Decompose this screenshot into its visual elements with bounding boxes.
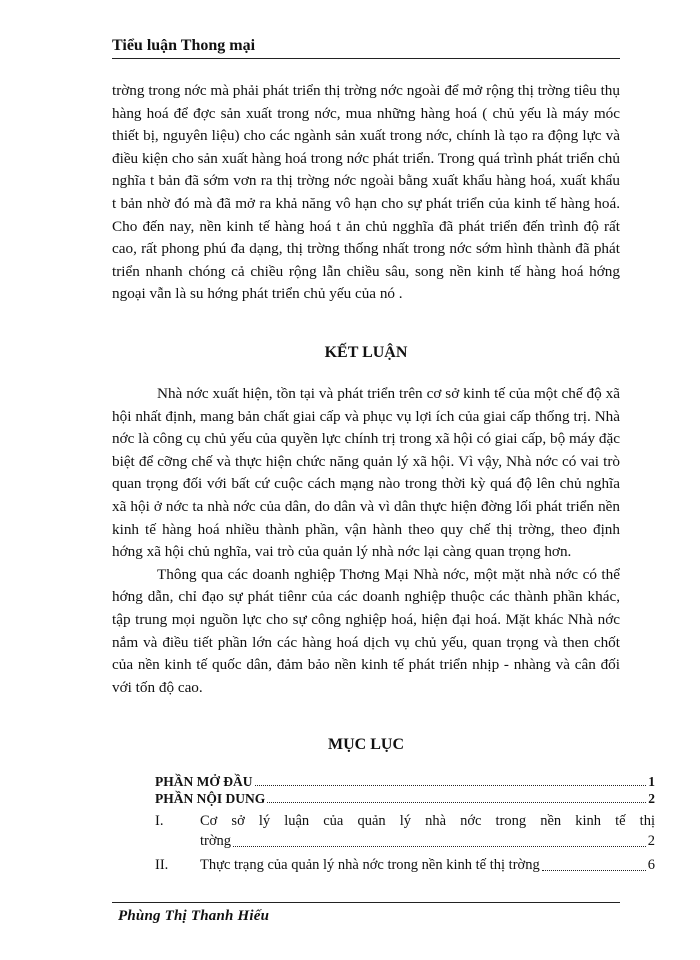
toc-entry-intro[interactable] xyxy=(155,773,655,790)
toc-subentry-number: II. xyxy=(155,857,169,873)
toc-subentry-page: 6 xyxy=(647,857,655,873)
table-of-contents xyxy=(155,773,655,875)
conclusion-section xyxy=(112,383,620,699)
toc-entry-label: PHẦN MỞ ĐẦU xyxy=(155,774,253,789)
intro-section xyxy=(112,80,620,306)
toc-heading: MỤC LỤC xyxy=(328,736,404,753)
intro-paragraph: trờng trong nớc mà phải phát triển thị trờng nớc ngoài để mở rộng thị trờng tiêu thụ hàng hoá để đợc sản xuất trong nớc, mua những hàng hoá ( chủ yếu là máy móc thiết bị, nguyên liệu) cho các ngành sản xuất trong nớc, chính là tạo ra động lực và điều kiện cho sản xuất hàng hoá trong nớc phát triển. Trong quá trình phát triển chủ nghĩa t bản đã sớm vơn ra thị trờng nớc ngoài bằng xuất khẩu hàng hoá, xuất khẩu t bản nhờ đó mà đã mở ra khả năng vô hạn cho sự phát triển của kinh tế hàng hoá. Cho đến nay, nền kinh tế hàng hoá t ản chủ ngghĩa đã phát triển đến trình độ rất cao, rất phong phú đa dạng, thị trờng thống nhất trong nớc sớm hình thành đã phát triển nhanh chóng cả chiều rộng lẫn chiều sâu, song nền kinh tế hàng hoá hớng ngoại vẫn là su hớng phát triển chủ yếu của nó . xyxy=(112,82,620,303)
toc-entry-page: 2 xyxy=(648,791,655,806)
toc-leader-dots xyxy=(255,785,647,786)
conclusion-heading: KẾT LUẬN xyxy=(324,344,408,361)
toc-leader-dots xyxy=(542,870,646,871)
toc-entry-page: 1 xyxy=(648,774,655,789)
toc-leader-dots xyxy=(233,846,646,847)
toc-entry-label: PHẦN NỘI DUNG xyxy=(155,791,266,806)
toc-entry-content[interactable] xyxy=(155,790,655,807)
toc-subentry-text: Thực trạng của quản lý nhà nớc trong nền kinh tế thị trờng xyxy=(200,857,540,873)
conclusion-paragraph-2: Thông qua các doanh nghiệp Thơng Mại Nhà nớc, một mặt nhà nớc có thể hớng dẫn, chỉ đạo sự phát tiênr của các doanh nghiệp thuộc các thành phần khác, tập trung mọi nguồn lực cho sự công nghiệp hoá, hiện đại hoá. Mặt khác Nhà nớc nắm và điều tiết phần lớn các hàng hoá dịch vụ chủ yếu, quan trọng và then chốt của nền kinh tế quốc dân, đảm bảo nền kinh tế phát triển nhịp - nhàng và cân đối với tốn độ cao. xyxy=(112,565,620,696)
toc-subentry-text-cont: trờng xyxy=(200,833,232,849)
toc-subentry-1[interactable] xyxy=(155,811,655,851)
footer-author: Phùng Thị Thanh Hiếu xyxy=(118,908,270,924)
toc-subentry-2[interactable] xyxy=(155,855,655,875)
conclusion-paragraph-1: Nhà nớc xuất hiện, tồn tại và phát triển trên cơ sở kinh tế của một chế độ xã hội nhất định, mang bản chất giai cấp và phục vụ lợi ích của giai cấp thống trị. Nhà nớc là công cụ chủ yếu của quyền lực chính trị trong xã hội có giai cấp, bộ máy đặc biệt để cỡng chế và thực hiện chức năng quản lý xã hội. Vì vậy, Nhà nớc có vai trò quan trọng đối với bất cứ cuộc cách mạng nào trong thời kỳ quá độ lên chủ nghĩa xã hội ở nớc ta nhà nớc của dân, do dân và vì dân thực hiện đờng lối phát triển nền kinh tế hàng hoá nhiều thành phần, vận hành theo quy chế thị trờng, theo định hớng xã hội chủ nghĩa, vai trò của quản lý nhà nớc lại càng quan trọng hơn. xyxy=(112,385,620,561)
toc-subentry-page: 2 xyxy=(647,833,655,849)
toc-subentry-number: I. xyxy=(155,813,164,829)
footer-rule xyxy=(112,902,620,903)
header-rule xyxy=(112,58,620,59)
toc-leader-dots xyxy=(267,802,646,803)
page-header-title: Tiểu luận Thong mại xyxy=(112,37,256,54)
toc-subentry-text: Cơ sở lý luận của quản lý nhà nớc trong nền kinh tế thị xyxy=(200,813,655,829)
